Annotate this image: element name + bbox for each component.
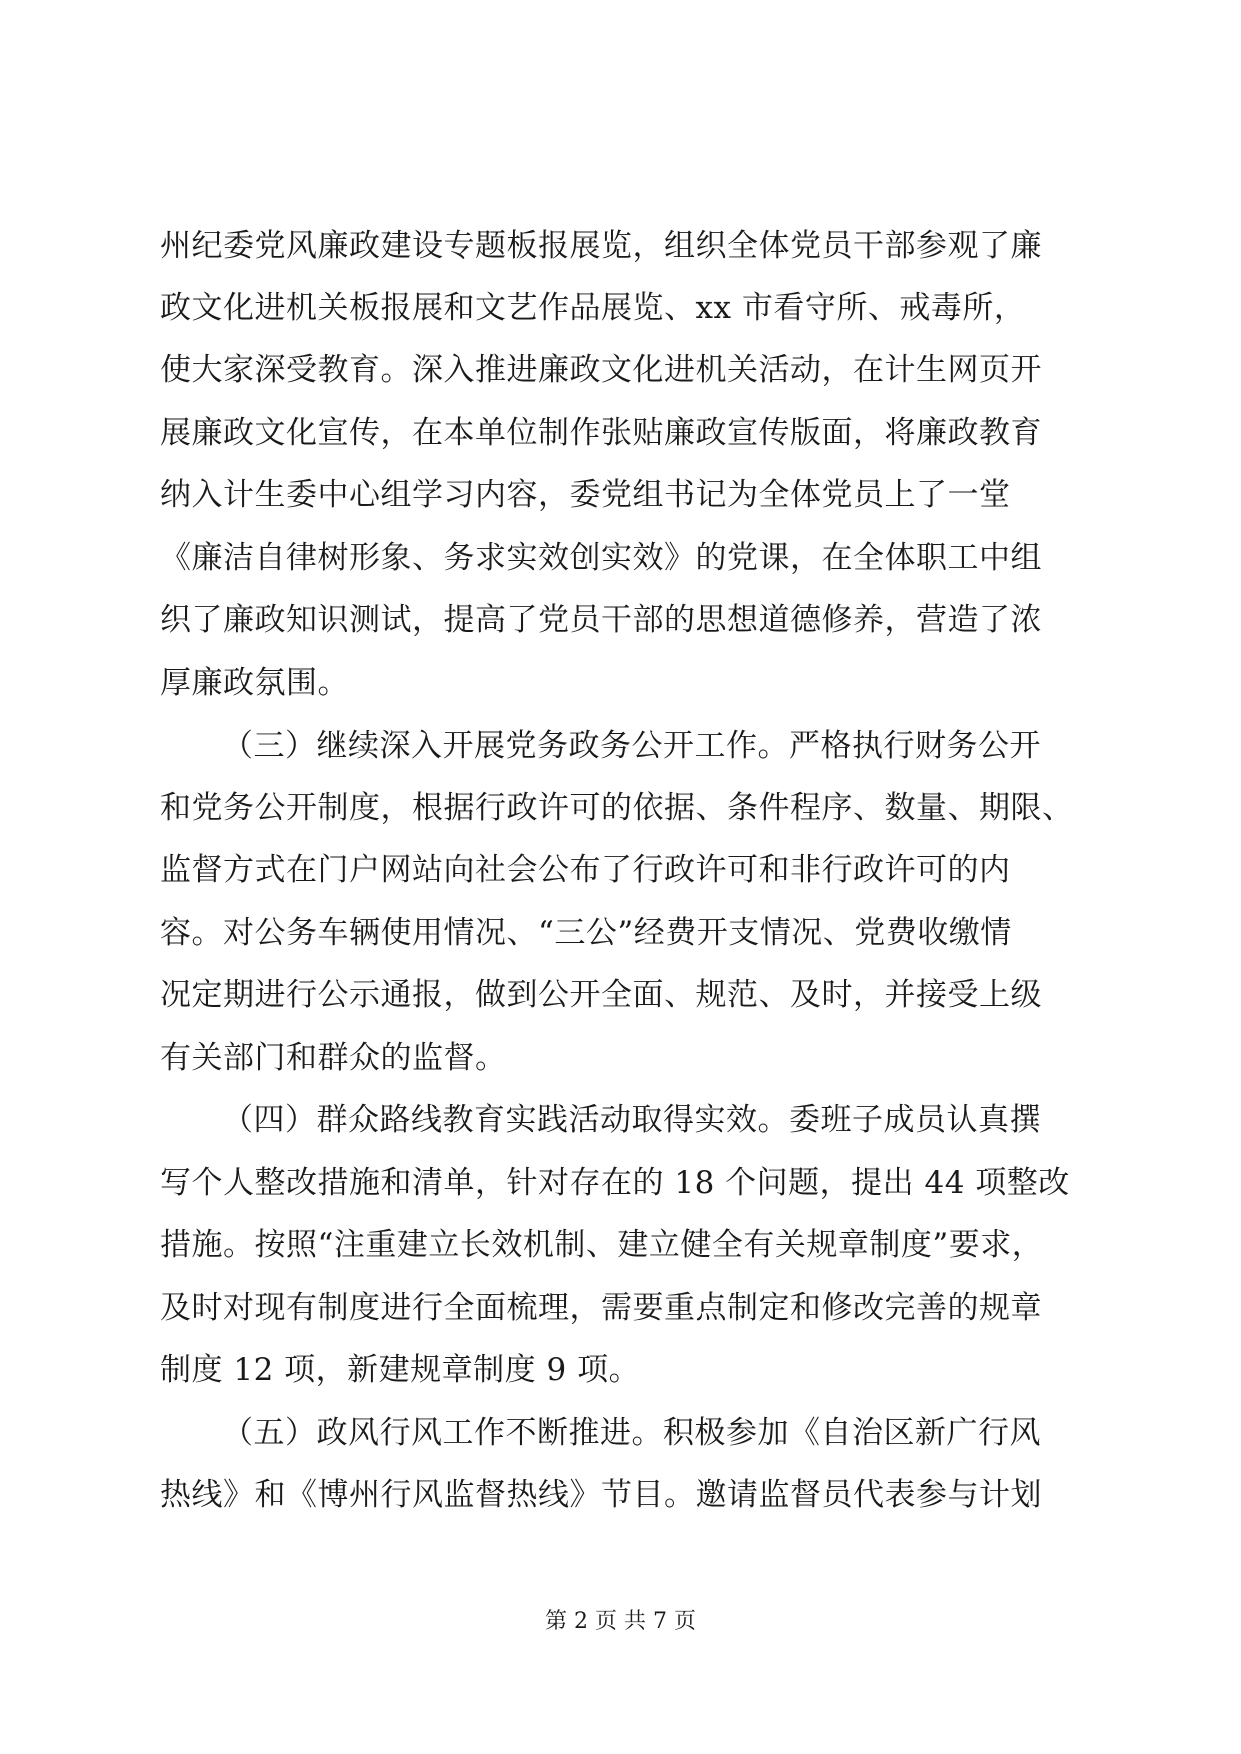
text-line: 热线》和《博州行风监督热线》节目。邀请监督员代表参与计划 (160, 1477, 1042, 1513)
text-line: （三）继续深入开展党务政务公开工作。严格执行财务公开 (222, 728, 1041, 764)
text-line: 监督方式在门户网站向社会公布了行政许可和非行政许可的内 (160, 852, 1011, 888)
text-line: 展廉政文化宣传，在本单位制作张贴廉政宣传版面，将廉政教育 (160, 415, 1042, 451)
text-line: 纳入计生委中心组学习内容，委党组书记为全体党员上了一堂 (160, 477, 1011, 513)
text-line: 及时对现有制度进行全面梳理，需要重点制定和修改完善的规章 (160, 1290, 1042, 1326)
text-line: 织了廉政知识测试，提高了党员干部的思想道德修养，营造了浓 (160, 602, 1042, 638)
text-line: 州纪委党风廉政建设专题板报展览，组织全体党员干部参观了廉 (160, 228, 1042, 264)
text-line: 制度 12 项，新建规章制度 9 项。 (160, 1352, 641, 1388)
page-footer: 第 2 页 共 7 页 (545, 1609, 696, 1634)
text-line: 使大家深受教育。深入推进廉政文化进机关活动，在计生网页开 (160, 352, 1042, 388)
text-line: （五）政风行风工作不断推进。积极参加《自治区新广行风 (222, 1415, 1041, 1451)
text-line: （四）群众路线教育实践活动取得实效。委班子成员认真撰 (222, 1102, 1041, 1138)
text-line: 写个人整改措施和清单，针对存在的 18 个问题，提出 44 项整改 (160, 1165, 1070, 1201)
text-line: 和党务公开制度，根据行政许可的依据、条件程序、数量、期限、 (160, 790, 1074, 826)
text-line: 厚廉政氛围。 (160, 665, 349, 701)
text-line: 况定期进行公示通报，做到公开全面、规范、及时，并接受上级 (160, 977, 1042, 1013)
text-line: 有关部门和群众的监督。 (160, 1040, 507, 1076)
text-line: 《廉洁自律树形象、务求实效创实效》的党课，在全体职工中组 (160, 540, 1042, 576)
text-line: 容。对公务车辆使用情况、“三公”经费开支情况、党费收缴情 (160, 915, 1012, 951)
text-line: 措施。按照“注重建立长效机制、建立健全有关规章制度”要求， (160, 1227, 1044, 1263)
text-line: 政文化进机关板报展和文艺作品展览、xx 市看守所、戒毒所， (160, 290, 1026, 326)
